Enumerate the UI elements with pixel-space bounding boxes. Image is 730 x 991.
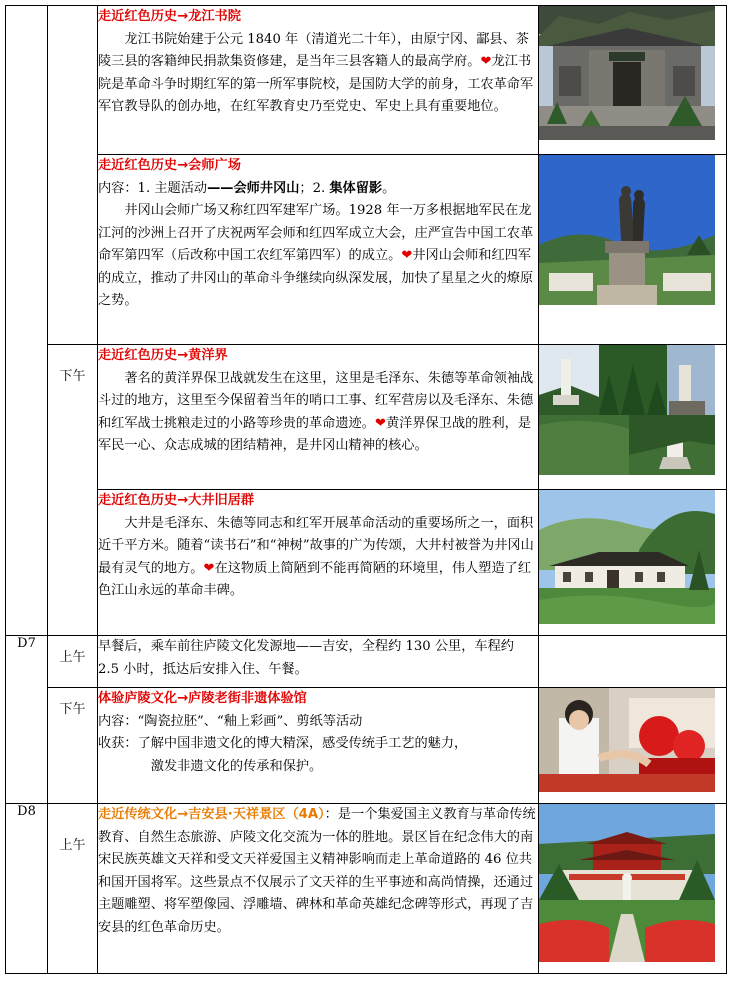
longjiang-academy-photo: [539, 6, 715, 140]
meeting-square-statue-photo: [539, 155, 715, 305]
dajing-former-residence-photo: [539, 490, 715, 624]
activity-title: 走近红色历史→会师广场: [98, 158, 241, 173]
day-cell: D7: [6, 636, 48, 804]
huangyangjie-monument-photo: [539, 345, 715, 475]
image-cell: [539, 804, 727, 974]
activity-cell: [98, 345, 539, 490]
activity-description: 龙江书院始建于公元 1840 年（清道光二十年），由原宁冈、酃县、茶陵三县的客籍绅民捐款集资修建，是当年三县客籍人的最高学府。❤龙江书院是革命斗争时期红军的第一所军事院校，是国防大学的前身，工农革命军军官教导队的创办地，在红军教育史乃至党史、军史上具有重要地位。: [98, 31, 534, 114]
heart-icon: ❤: [480, 54, 492, 69]
activity-description: 大井是毛泽东、朱德等同志和红军开展革命活动的重要场所之一，面积近千平方米。随着“读书石”和“神树”故事的广为传颂，大井村被誉为井冈山最有灵气的地方。❤在这物质上简陋到不能再简陋的环境里，伟人塑造了红色江山永远的革命丰碑。: [98, 515, 534, 598]
time-cell: 上午: [48, 636, 98, 688]
activity-title: 走近传统文化→吉安县·天祥景区（4A）: [98, 807, 325, 822]
activity-cell: [98, 804, 539, 974]
activity-description: 走近传统文化→吉安县·天祥景区（4A）：是一个集爱国主义教育与革命传统教育、自然生态旅游、庐陵文化交流为一体的胜地。景区旨在纪念伟大的南宋民族英雄文天祥和受文天祥爱国主义精神影响而走上革命道路的 46 位共和国开国将军。这些景点不仅展示了文天祥的生平事迹和高尚情操，还通过主题雕塑、将军塑像园、浮雕墙、碑林和革命英雄纪念碑等形式，再现了吉安县的红色革命历史。: [98, 807, 536, 935]
time-cell: [48, 6, 98, 345]
table-row: [6, 688, 727, 804]
image-cell: [539, 345, 727, 490]
heart-icon: ❤: [401, 248, 413, 263]
table-row: [6, 345, 727, 490]
heart-icon: ❤: [374, 415, 386, 431]
day-cell: D8: [6, 804, 48, 974]
day-cell: [6, 6, 48, 636]
activity-cell: [98, 155, 539, 345]
time-cell: 下午: [48, 345, 98, 636]
activity-content: 内容：“陶瓷拉胚”、“釉上彩画”、剪纸等活动: [98, 713, 363, 729]
activity-gain: 收获：了解中国非遗文化的博大精深，感受传统手工艺的魅力，: [98, 736, 468, 751]
table-row: [6, 804, 727, 974]
image-cell: [539, 636, 727, 688]
activity-cell: [98, 688, 539, 804]
table-row: [6, 6, 727, 155]
activity-cell: [98, 490, 539, 636]
paper-cutting-children-photo: [539, 688, 715, 792]
time-cell: 下午: [48, 688, 98, 804]
tianxiang-scenic-area-photo: [539, 804, 715, 962]
activity-title: 走近红色历史→龙江书院: [98, 9, 241, 24]
activity-title: 走近红色历史→黄洋界: [98, 348, 228, 363]
activity-content: 内容：1. 主题活动——会师井冈山；2. 集体留影。: [98, 180, 396, 196]
table-row: [6, 155, 727, 345]
activity-title: 走近红色历史→大井旧居群: [98, 493, 255, 508]
table-row: [6, 636, 727, 688]
activity-description: 著名的黄洋界保卫战就发生在这里，这里是毛泽东、朱德等革命领袖战斗过的地方，这里至今保留着当年的哨口工事、红军营房以及毛泽东、朱德和红军战士挑粮走过的小路等珍贵的革命遗迹。❤黄洋界保卫战的胜利，是军民一心、众志成城的团结精神，是井冈山精神的核心。: [98, 370, 534, 453]
image-cell: [539, 155, 727, 345]
image-cell: [539, 688, 727, 804]
activity-gain-continued: 激发非遗文化的传承和保护。: [150, 758, 323, 774]
heart-icon: ❤: [203, 560, 215, 576]
activity-description: 井冈山会师广场又称红四军建军广场。1928 年一万多根据地军民在龙江河的沙洲上召开了庆祝两军会师和红四军成立大会，庄严宣告中国工农革命军第四军（后改称中国工农红军第四军）的成立。❤井冈山会师和红四军的成立，推动了井冈山的革命斗争继续向纵深发展，加快了星星之火的燎原之势。: [98, 203, 534, 308]
activity-cell: [98, 6, 539, 155]
image-cell: [539, 490, 727, 636]
activity-title: 体验庐陵文化→庐陵老街非遗体验馆: [98, 691, 307, 706]
activity-cell: [98, 636, 539, 688]
itinerary-table: [5, 5, 727, 974]
time-cell: 上午: [48, 804, 98, 974]
activity-description: 早餐后，乘车前往庐陵文化发源地——吉安，全程约 130 公里，车程约 2.5 小时，抵达后安排入住、午餐。: [98, 639, 514, 677]
table-row: [6, 490, 727, 636]
image-cell: [539, 6, 727, 155]
